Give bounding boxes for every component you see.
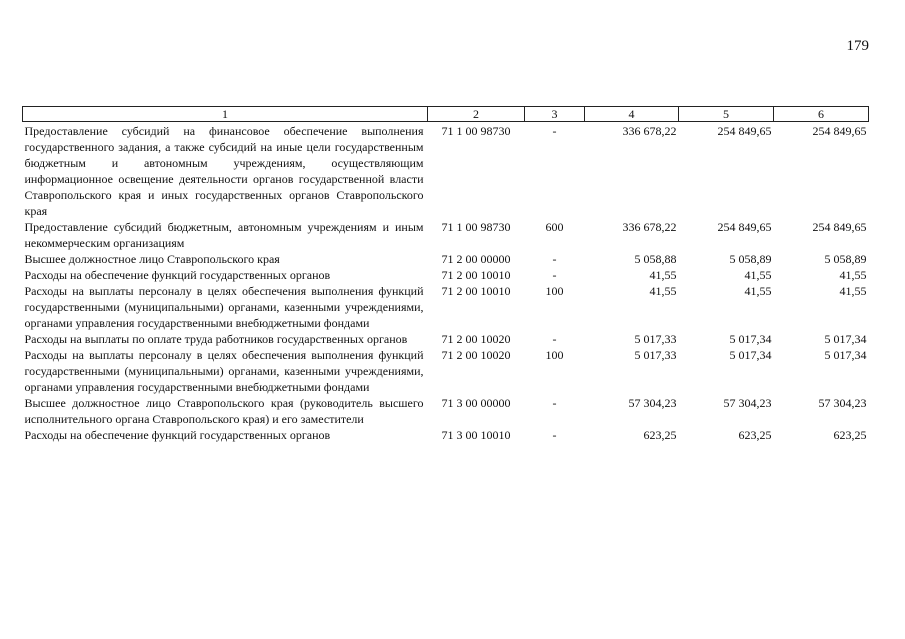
row-expense-type: 600 (545, 220, 564, 234)
table-row (23, 347, 869, 395)
row-name: Высшее должностное лицо Ставропольского края (руководитель высшего исполнительного органа Ставропольского края) и его заместители (24, 396, 424, 426)
table-row (23, 219, 869, 251)
row-value-2: 41,55 (744, 268, 772, 282)
column-header: 2 (428, 107, 525, 122)
row-value-2: 623,25 (738, 428, 772, 442)
row-name: Высшее должностное лицо Ставропольского края (24, 252, 280, 266)
row-value-2: 5 017,34 (729, 332, 772, 346)
row-value-2: 254 849,65 (717, 124, 772, 138)
row-name: Расходы на выплаты персоналу в целях обеспечения выполнения функций государственными (муниципальными) органами, казенными учреждениями, органами управления государственными внебюджетными фондами (24, 348, 424, 394)
row-value-2: 254 849,65 (717, 220, 772, 234)
row-code: 71 2 00 00000 (441, 252, 511, 266)
row-code: 71 1 00 98730 (441, 124, 511, 138)
row-value-1: 5 017,33 (634, 332, 677, 346)
row-value-2: 41,55 (744, 284, 772, 298)
row-value-1: 41,55 (649, 284, 677, 298)
column-header: 5 (679, 107, 774, 122)
column-header: 4 (585, 107, 679, 122)
row-value-3: 254 849,65 (812, 220, 867, 234)
row-code: 71 3 00 00000 (441, 396, 511, 410)
row-code: 71 2 00 10020 (441, 348, 511, 362)
row-name: Предоставление субсидий бюджетным, автономным учреждениям и иным некоммерческим организациям (24, 220, 424, 250)
column-header: 3 (525, 107, 585, 122)
column-header: 6 (774, 107, 869, 122)
row-expense-type: 100 (545, 348, 564, 362)
table-header-row (23, 107, 869, 122)
row-value-3: 5 058,89 (824, 252, 867, 266)
row-code: 71 3 00 10010 (441, 428, 511, 442)
row-code: 71 2 00 10020 (441, 332, 511, 346)
row-name: Расходы на выплаты по оплате труда работников государственных органов (24, 332, 408, 346)
table-row (23, 283, 869, 331)
row-code: 71 2 00 10010 (441, 284, 511, 298)
row-expense-type: - (552, 124, 557, 138)
row-name: Предоставление субсидий на финансовое обеспечение выполнения государственного задания, а также субсидий на иные цели государственным бюджетным и автономным учреждениям, осуществляющим информационное освещение деятельности органов государственной власти Ставропольского края и иных государственных органов Ставропольского края (24, 124, 424, 218)
row-value-1: 5 017,33 (634, 348, 677, 362)
row-value-3: 41,55 (839, 268, 867, 282)
row-value-3: 254 849,65 (812, 124, 867, 138)
row-name: Расходы на обеспечение функций государственных органов (24, 268, 331, 282)
row-value-1: 623,25 (643, 428, 677, 442)
row-expense-type: - (552, 428, 557, 442)
row-value-3: 5 017,34 (824, 348, 867, 362)
row-value-1: 336 678,22 (622, 220, 677, 234)
row-name: Расходы на обеспечение функций государственных органов (24, 428, 331, 442)
row-value-2: 57 304,23 (723, 396, 772, 410)
row-value-2: 5 058,89 (729, 252, 772, 266)
row-value-1: 41,55 (649, 268, 677, 282)
row-expense-type: - (552, 332, 557, 346)
row-value-3: 623,25 (833, 428, 867, 442)
table-row (23, 395, 869, 427)
page-number: 179 (846, 38, 869, 54)
row-value-3: 57 304,23 (818, 396, 867, 410)
row-code: 71 2 00 10010 (441, 268, 511, 282)
column-header: 1 (23, 107, 428, 122)
row-value-1: 5 058,88 (634, 252, 677, 266)
row-expense-type: - (552, 252, 557, 266)
row-expense-type: 100 (545, 284, 564, 298)
table-row (23, 267, 869, 283)
row-value-2: 5 017,34 (729, 348, 772, 362)
row-code: 71 1 00 98730 (441, 220, 511, 234)
row-name: Расходы на выплаты персоналу в целях обеспечения выполнения функций государственными (муниципальными) органами, казенными учреждениями, органами управления государственными внебюджетными фондами (24, 284, 424, 330)
table-row (23, 331, 869, 347)
table-row (23, 251, 869, 267)
budget-table (22, 106, 869, 443)
table-row (23, 122, 869, 220)
row-value-1: 57 304,23 (628, 396, 677, 410)
row-expense-type: - (552, 268, 557, 282)
row-expense-type: - (552, 396, 557, 410)
row-value-3: 41,55 (839, 284, 867, 298)
row-value-1: 336 678,22 (622, 124, 677, 138)
table-row (23, 427, 869, 443)
row-value-3: 5 017,34 (824, 332, 867, 346)
